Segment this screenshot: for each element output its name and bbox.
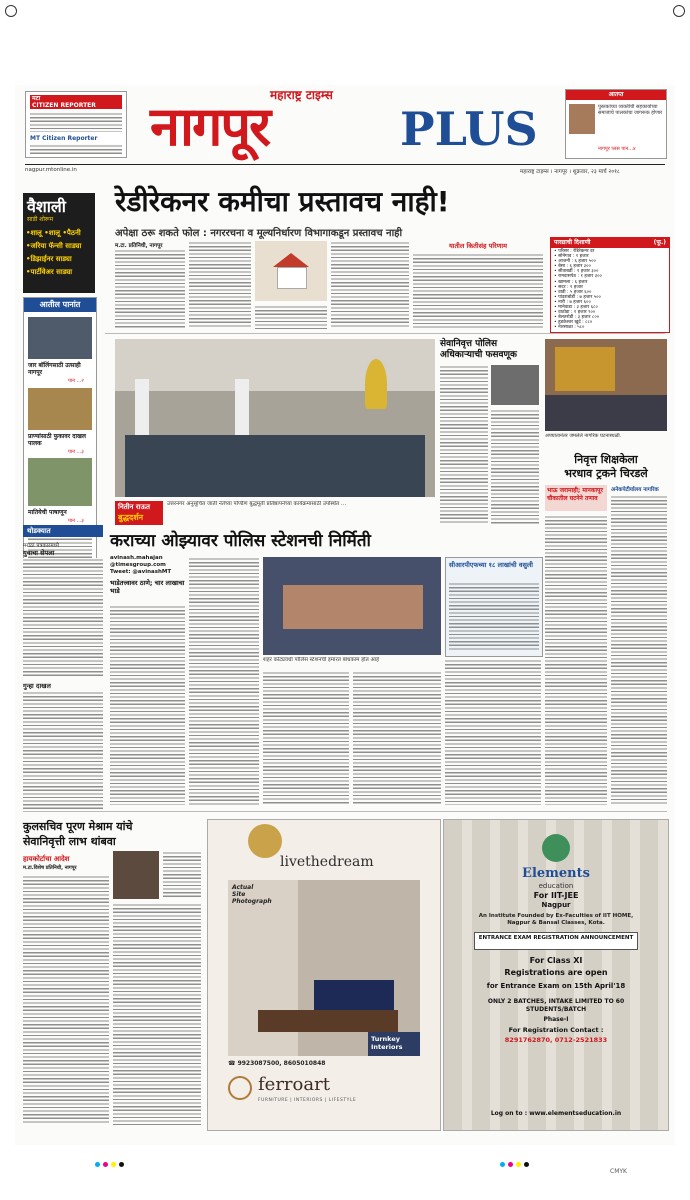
short-news-headline: गुन्हा दाखल <box>23 682 51 690</box>
rates-row: • वाडी : ५ हजार ६०० <box>554 289 592 295</box>
vaishali-subtitle: साडी शोरूम <box>27 216 54 223</box>
building-shape <box>283 585 423 629</box>
photo-crowd <box>125 435 425 497</box>
cyan-swatch <box>500 1162 505 1167</box>
police-station-caption: शहर कोट्यवधी पोलिस स्टेशनची इमारत बांधकाम होत आहे <box>263 657 379 663</box>
masthead-title-plus: PLUS <box>400 102 538 156</box>
rates-unit: (फू.) <box>653 239 666 246</box>
masthead <box>15 85 675 177</box>
masthead-top-title: महाराष्ट्र टाइम्स <box>270 88 333 102</box>
masthead-rule <box>25 164 665 165</box>
ferroart-tagline: FURNITURE | INTERIORS | LIFESTYLE <box>258 1098 357 1103</box>
headline-line: अधिकाऱ्याची फसवणूक <box>440 350 517 360</box>
short-news-headline: युवाचा सेपला <box>23 549 55 557</box>
yellow-swatch <box>516 1162 521 1167</box>
house-roof-icon <box>273 253 309 267</box>
house-illustration <box>255 241 327 301</box>
citizen-app-name: MT Citizen Reporter <box>30 135 98 142</box>
elements-logo-icon <box>542 834 570 862</box>
masthead-date-line: महाराष्ट्र टाइम्स । नागपूर । शुक्रवार, २३ मार्च २०१८ <box>520 169 620 175</box>
rates-row: • नारसाळा : ५८० <box>554 325 585 331</box>
truck-body <box>611 495 667 805</box>
elements-class: For Class XI <box>529 956 583 965</box>
color-bar <box>95 1152 127 1171</box>
rates-row: • सदर : १ हजार <box>554 284 583 290</box>
citizen-reporter-badge <box>30 95 122 109</box>
inside-label: आतप्त <box>566 90 666 100</box>
headline-line: निवृत्त शिक्षकेला <box>574 453 638 466</box>
rates-row: • आजनी : ६ हजार ५०० <box>554 259 596 265</box>
citizen-badge-label: CITIZEN REPORTER <box>32 102 96 109</box>
lead-box-title: यातील कितीसंह परिणाम <box>449 242 507 250</box>
buddha-caption: उत्तरनगर अनुसूचित जाती नेतेच्या पण्डिण बुद्धमूर्ती प्रतिष्ठापनेच्या कार्यक्रमासाठी उपस्थित ... <box>167 501 347 507</box>
elements-city: Nagpur <box>541 901 571 909</box>
rates-title: पारद्याची दिशाणी <box>554 239 591 246</box>
inside-ref: नागपूर प्लस पान...४ <box>598 146 636 152</box>
elements-exam-date: for Entrance Exam on 15th April'18 <box>486 982 626 990</box>
bottom-body <box>23 875 109 1125</box>
citizen-badge-top: मटा <box>32 95 41 102</box>
buddha-badge-line: बुद्धदर्शन <box>118 513 144 522</box>
section-rule <box>105 333 665 334</box>
short-news-title: थोडक्यात <box>23 525 103 537</box>
rates-row: • नारी : ७ हजार ६०० <box>554 299 591 305</box>
lead-subhead: अपेक्षा ठरू शकते फोल : नगररचना व मूल्यनिर्धारण विभागाकडून प्रस्तावच नाही <box>115 228 403 239</box>
truck-caption: अपघातानंतर जमलेले नागरिक घटनास्थळी. <box>545 433 622 439</box>
floor-shape <box>258 1010 398 1032</box>
rates-row: • वाठोडा : १ हजार ९०० <box>554 310 596 316</box>
bottom-kicker: हायकोर्टाचा आदेश <box>23 855 70 863</box>
rates-row: • परिसर : रेडिरेकनर दर <box>554 249 595 254</box>
cmyk-mark: CMYK <box>610 1168 627 1175</box>
headline-line: कुलसचिव पूरण मेश्राम यांचे <box>23 820 133 833</box>
police-station-body <box>263 671 349 805</box>
elements-title: Elements <box>522 866 590 881</box>
masthead-site: nagpur.mtonline.in <box>25 167 77 173</box>
yellow-swatch <box>111 1162 116 1167</box>
crpf-box-lines <box>449 582 539 652</box>
crpf-box <box>445 557 543 657</box>
black-swatch <box>524 1162 529 1167</box>
truck-side-title: अनेकपेटीर्यालय नागरिक <box>611 487 659 493</box>
inside-item-photo <box>28 458 92 506</box>
ad-phone: ☎ 9923087500, 8605010848 <box>228 1060 326 1067</box>
elements-website: Log on to : www.elementseducation.in <box>490 1110 622 1117</box>
rates-header <box>551 238 669 248</box>
truck-headline <box>545 453 667 481</box>
short-news-body <box>23 558 103 678</box>
lead-byline: म.टा. प्रतिनिधी, नागपूर <box>115 243 163 249</box>
magenta-swatch <box>508 1162 513 1167</box>
vaishali-items <box>26 227 81 279</box>
livethedream-tagline: livethedream <box>280 854 374 870</box>
photo-ceiling <box>115 339 435 391</box>
short-news-kicker: मराठा पत्रकारमध्ये <box>23 543 59 549</box>
rates-row: • पांढराबोडी : ७ हजार ५०० <box>554 294 601 300</box>
rates-row: • मानेवाडा : ३ हजार ६८० <box>554 305 598 311</box>
police-fraud-body <box>440 365 488 525</box>
inside-text: पुस्तकांच्या व्यक्तीची सहकार्याच्या समाजाचे पालकांचा जागरूक होणार <box>598 104 663 116</box>
rates-row: • बेसा : ६ हजार ३०० <box>554 264 591 270</box>
section-rule <box>23 811 667 812</box>
bottom-body <box>113 903 201 1125</box>
elements-register-label: For Registration Contact : <box>508 1026 604 1034</box>
police-station-photo <box>263 557 441 655</box>
vaishali-item: •जरिया फॅन्सी साड्या <box>26 242 82 250</box>
police-station-author <box>110 555 171 576</box>
vaishali-title: वैशाली <box>27 197 66 216</box>
headline-line: सेवानिवृत्ती लाभ थांबवा <box>23 835 116 848</box>
headline-line: सेवानिवृत्त पोलिस <box>440 339 498 349</box>
truck-body <box>555 347 615 391</box>
truck-photo <box>545 339 667 431</box>
elements-batch: ONLY 2 BATCHES, INTAKE LIMITED TO 60 STUDENTS/BATCH <box>487 998 625 1013</box>
inside-item-ref: पान ...२ <box>68 378 84 384</box>
rates-row: • सोनेगाव : १ हजार <box>554 254 589 260</box>
police-station-headline: कराच्या ओझ्यावर पोलिस स्टेशनची निर्मिती <box>110 531 371 551</box>
photo-pillar <box>235 379 249 439</box>
inside-item-title: मातियेची पाषाणून <box>28 509 67 516</box>
ferroart-logo-icon <box>228 1076 252 1100</box>
registration-mark <box>5 5 17 17</box>
bottom-body <box>163 851 201 899</box>
rates-rows <box>554 249 666 331</box>
lead-box-text <box>413 253 543 329</box>
inside-item-ref: पान ...३ <box>68 449 84 455</box>
police-station-body <box>110 605 185 805</box>
bottom-story-photo <box>113 851 159 899</box>
police-station-body <box>189 557 259 805</box>
vaishali-ad <box>23 193 95 293</box>
truck-body <box>545 515 607 805</box>
rates-row: • रामदासपेठ : १ हजार ३०० <box>554 274 602 280</box>
rates-row: • हुडकेश्वर खुर्द : ८८० <box>554 320 593 326</box>
masthead-title: नागपूर <box>150 95 270 158</box>
truck-subhead: भाऊ जरामाही; मानकापूर चौकातील घटनेने तणाव <box>545 485 607 511</box>
buddha-statue <box>365 359 387 409</box>
inside-item-ref: पान ...३ <box>68 518 84 524</box>
police-station-body <box>353 671 441 805</box>
sofa-shape <box>314 980 394 1010</box>
lead-body-col <box>189 241 251 329</box>
author-name: avinash.mahajan <box>110 555 163 561</box>
vaishali-item: •पार्टीवेअर साड्या <box>26 268 73 276</box>
ad-phone-number: 9923087500, 8605010848 <box>237 1060 326 1067</box>
inside-pages-title: आतील पानांत <box>24 298 96 312</box>
short-news-body <box>23 691 103 811</box>
turnkey-badge: Turnkey Interiors <box>368 1032 420 1056</box>
anniversary-badge-icon <box>248 824 282 858</box>
magenta-swatch <box>103 1162 108 1167</box>
elements-phones: 8291762870, 0712-2521833 <box>504 1036 608 1044</box>
black-swatch <box>119 1162 124 1167</box>
citizen-text-lines <box>30 112 122 132</box>
lead-body-col <box>331 241 409 329</box>
apartment-photo <box>228 880 420 1056</box>
elements-sub: education <box>538 882 574 890</box>
author-mail: @timesgroup.com <box>110 562 166 568</box>
registration-mark <box>673 5 685 17</box>
police-fraud-photo <box>491 365 539 405</box>
inside-item-photo <box>28 317 92 359</box>
inside-photo <box>569 104 595 134</box>
rates-row: • सीताबर्डी : १ हजार ३०० <box>554 269 599 275</box>
buddha-badge-line: नितीन राऊत <box>118 503 150 511</box>
inside-box <box>565 89 667 159</box>
photo-pillar <box>135 379 149 439</box>
bottom-headline <box>23 819 198 849</box>
buddha-badge <box>115 501 163 525</box>
inside-item-photo <box>28 388 92 430</box>
rates-row: • खामला : ६ हजार <box>554 279 588 285</box>
color-bar <box>500 1152 532 1171</box>
livethedream-ad <box>207 819 441 1131</box>
rates-table <box>550 237 670 333</box>
house-body-icon <box>277 267 307 289</box>
vaishali-item: •शालू •शालू •पैठनी <box>26 229 81 237</box>
elements-desc: An Institute Founded by Ex-Faculties of IIT HOME, Nagpur & Bansal Classes, Kota. <box>478 913 634 926</box>
lead-body-col <box>255 305 327 329</box>
elements-sub: For IIT-JEE <box>533 891 579 900</box>
elements-ad <box>443 819 669 1131</box>
inside-item-title: प्राण्यांसाठी फुकावर दाखल पालक <box>28 433 86 447</box>
lead-body-col <box>115 249 185 329</box>
buddha-photo <box>115 339 435 497</box>
ferroart-brand: ferroart <box>258 1074 330 1095</box>
newspaper-page <box>15 85 675 1145</box>
elements-phase: Phase-I <box>543 1016 569 1023</box>
rates-row: • बेलतरोडी : ३ हजार ८०० <box>554 315 600 321</box>
actual-site-label: Actual Site Photograph <box>232 884 272 905</box>
crpf-box-title: सीआरपीएफच्या १८ लाखांची वसुली <box>449 561 533 569</box>
police-fraud-body <box>491 409 539 525</box>
elements-announcement: ENTRANCE EXAM REGISTRATION ANNOUNCEMENT <box>474 932 638 950</box>
citizen-reporter-box <box>25 91 127 158</box>
headline-line: भरधाव ट्रकने चिरडले <box>564 467 648 480</box>
police-station-body <box>445 659 541 805</box>
vaishali-item: •डिझाईनर साड्या <box>26 255 72 263</box>
bottom-byline: म.टा.विशेष प्रतिनिधी, नागपूर <box>23 865 77 871</box>
elements-registration: Registrations are open <box>504 968 608 977</box>
truck-crowd <box>545 395 667 431</box>
author-handle: Tweet: @avinashMT <box>110 569 172 575</box>
police-station-kicker: भाडेतत्त्वावर ठाणे; चार लाखाचा भाडे <box>110 579 185 595</box>
police-fraud-headline <box>440 339 540 361</box>
cyan-swatch <box>95 1162 100 1167</box>
lead-headline: रेडीरेकनर कमीचा प्रस्तावच नाही! <box>115 185 450 218</box>
citizen-text-lines <box>30 144 122 154</box>
inside-item-title: जार बॉलिंगसाठी उत्साही नागपूर <box>28 362 81 376</box>
